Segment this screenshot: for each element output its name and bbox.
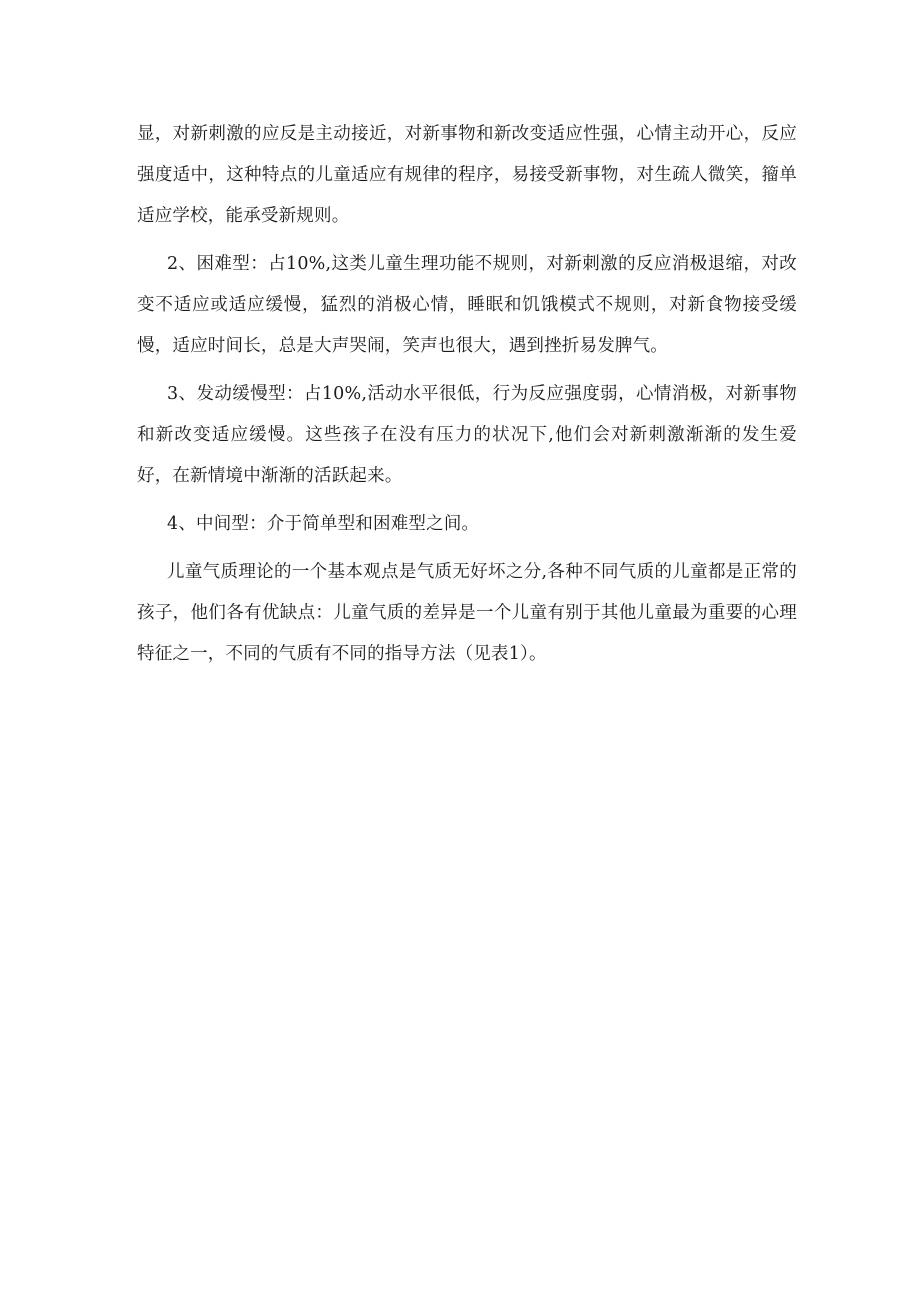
paragraph-intermediate-type: 4、中间型：介于简单型和困难型之间。	[167, 514, 480, 534]
paragraph-difficult-type: 2、困难型：占10%,这类儿童生理功能不规则，对新刺激的反应消极退缩，对改变不适应或适应缓慢，猛烈的消极心情，睡眠和饥饿模式不规则，对新食物接受缓慢，适应时间长，总是大声哭闹，笑声也很大，遇到挫折易发脾气。	[137, 254, 797, 356]
paragraph-slow-to-warm-type: 3、发动缓慢型：占10%,活动水平很低，行为反应强度弱，心情消极，对新事物和新改变适应缓慢。这些孩子在没有压力的状况下,他们会对新刺激渐渐的发生爱好，在新情境中渐渐的活跃起来。	[137, 384, 797, 486]
paragraph-continuation: 显，对新刺激的应反是主动接近，对新事物和新改变适应性强，心情主动开心，反应强度适中，这种特点的儿童适应有规律的程序，易接受新事物，对生疏人微笑，籀单适应学校，能承受新规则。	[137, 124, 797, 226]
document-body	[137, 114, 797, 675]
paragraph-temperament-theory: 儿童气质理论的一个基本观点是气质无好坏之分,各种不同气质的儿童都是正常的孩子，他们各有优缺点：儿童气质的差异是一个儿童有别于其他儿童最为重要的心理特征之一，不同的气质有不同的指导方法（见表1）。	[137, 562, 797, 664]
